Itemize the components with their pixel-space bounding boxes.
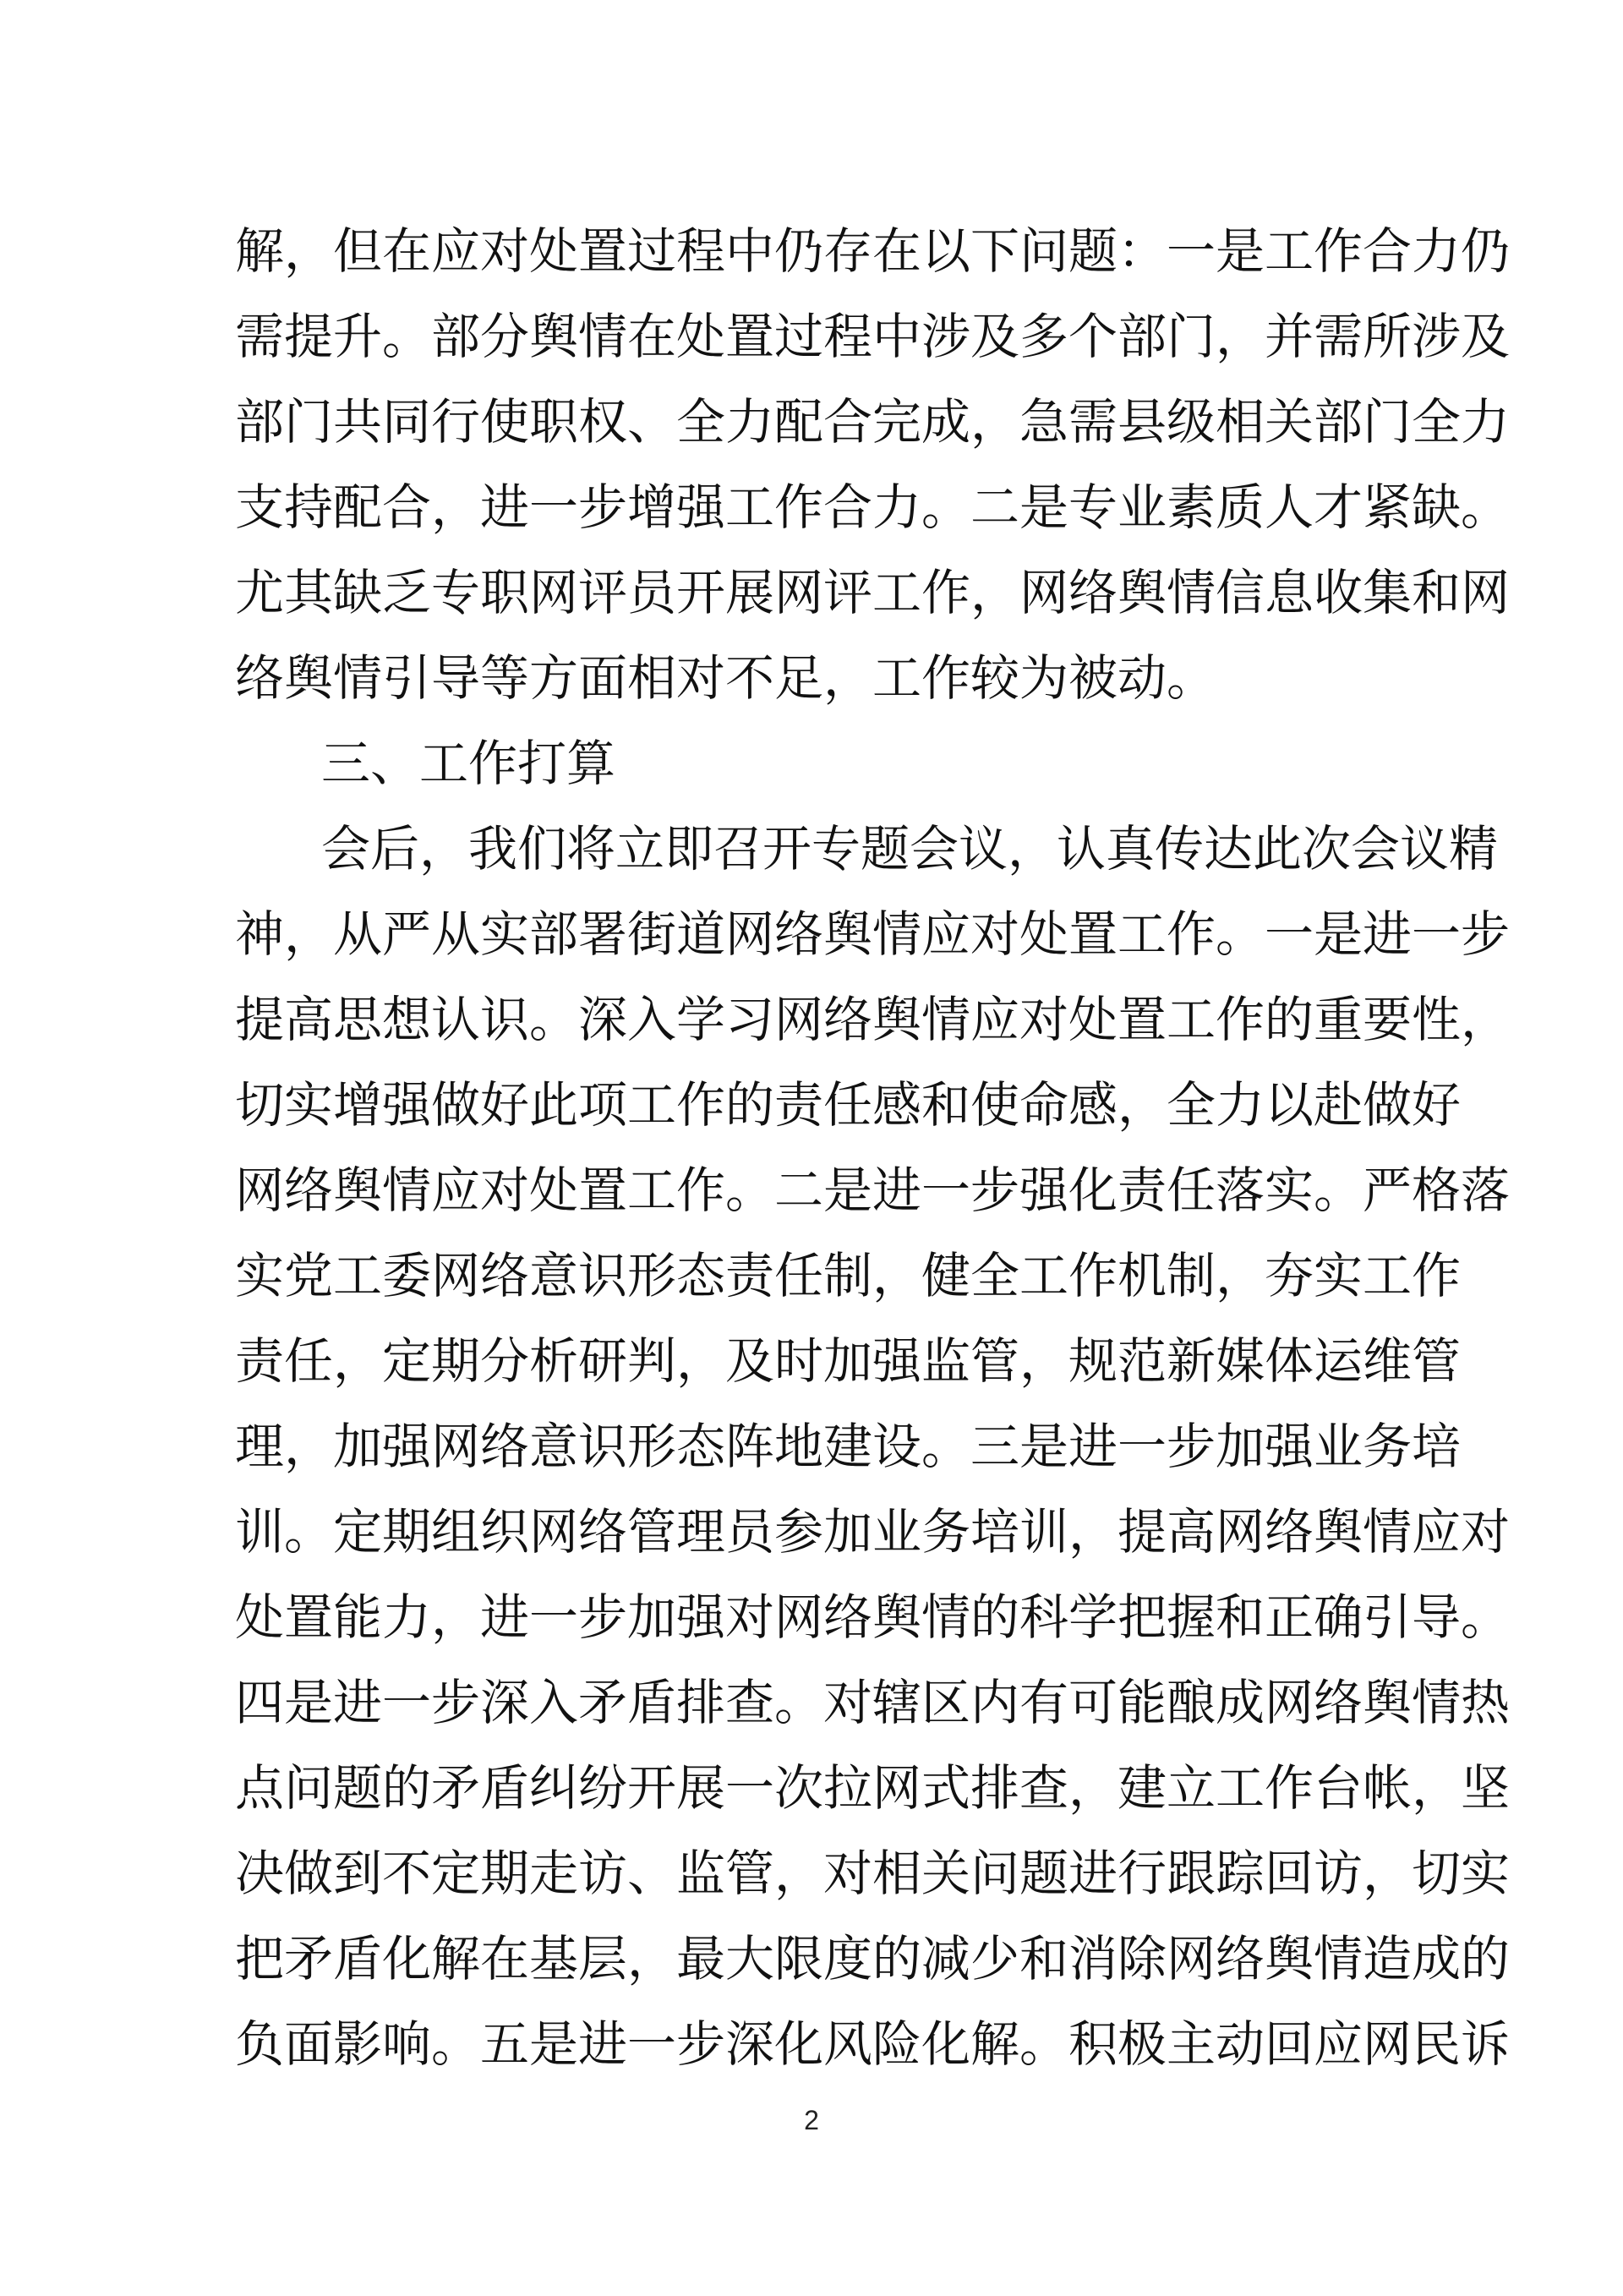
text-line-6: 络舆情引导等方面相对不足，工作较为被动。 xyxy=(235,649,1216,707)
text-line-15: 理，加强网络意识形态阵地建设。三是进一步加强业务培 xyxy=(235,1418,1462,1475)
text-line-4: 支持配合，进一步增强工作合力。二是专业素质人才紧缺。 xyxy=(235,478,1511,536)
text-line-9: 神，从严从实部署街道网络舆情应对处置工作。一是进一步 xyxy=(235,905,1511,963)
text-line-8: 会后，我们将立即召开专题会议，认真传达此次会议精 xyxy=(321,820,1499,877)
text-line-12: 网络舆情应对处置工作。二是进一步强化责任落实。严格落 xyxy=(235,1162,1511,1219)
text-line-22: 负面影响。五是进一步深化风险化解。积极主动回应网民诉 xyxy=(235,2015,1511,2073)
text-line-10: 提高思想认识。深入学习网络舆情应对处置工作的重要性， xyxy=(235,991,1511,1048)
text-line-11: 切实增强做好此项工作的责任感和使命感，全力以赴做好 xyxy=(235,1076,1462,1134)
text-line-20: 决做到不定期走访、监管，对相关问题进行跟踪回访，切实 xyxy=(235,1845,1511,1902)
text-line-16: 训。定期组织网络管理员参加业务培训，提高网络舆情应对 xyxy=(235,1503,1511,1561)
text-line-14: 责任，定期分析研判，及时加强监管，规范新媒体运维管 xyxy=(235,1332,1462,1390)
page-number: 2 xyxy=(804,2105,819,2135)
text-line-3: 部门共同行使职权、全力配合完成，急需县级相关部门全力 xyxy=(235,393,1511,451)
text-line-5: 尤其缺乏专职网评员开展网评工作，网络舆情信息收集和网 xyxy=(235,564,1511,621)
section-heading: 三、工作打算 xyxy=(321,735,616,792)
text-line-18: 四是进一步深入矛盾排查。对辖区内有可能酿成网络舆情热 xyxy=(235,1674,1511,1731)
text-line-13: 实党工委网络意识形态责任制，健全工作机制，夯实工作 xyxy=(235,1247,1462,1304)
text-line-17: 处置能力，进一步加强对网络舆情的科学把握和正确引导。 xyxy=(235,1588,1511,1646)
text-line-19: 点问题的矛盾纠纷开展一次拉网式排查，建立工作台帐，坚 xyxy=(235,1759,1511,1817)
text-line-2: 需提升。部分舆情在处置过程中涉及多个部门，并需所涉及 xyxy=(235,308,1511,365)
text-line-1: 解，但在应对处置过程中仍存在以下问题：一是工作合力仍 xyxy=(235,222,1511,280)
text-line-21: 把矛盾化解在基层，最大限度的减少和消除网络舆情造成的 xyxy=(235,1930,1511,1987)
